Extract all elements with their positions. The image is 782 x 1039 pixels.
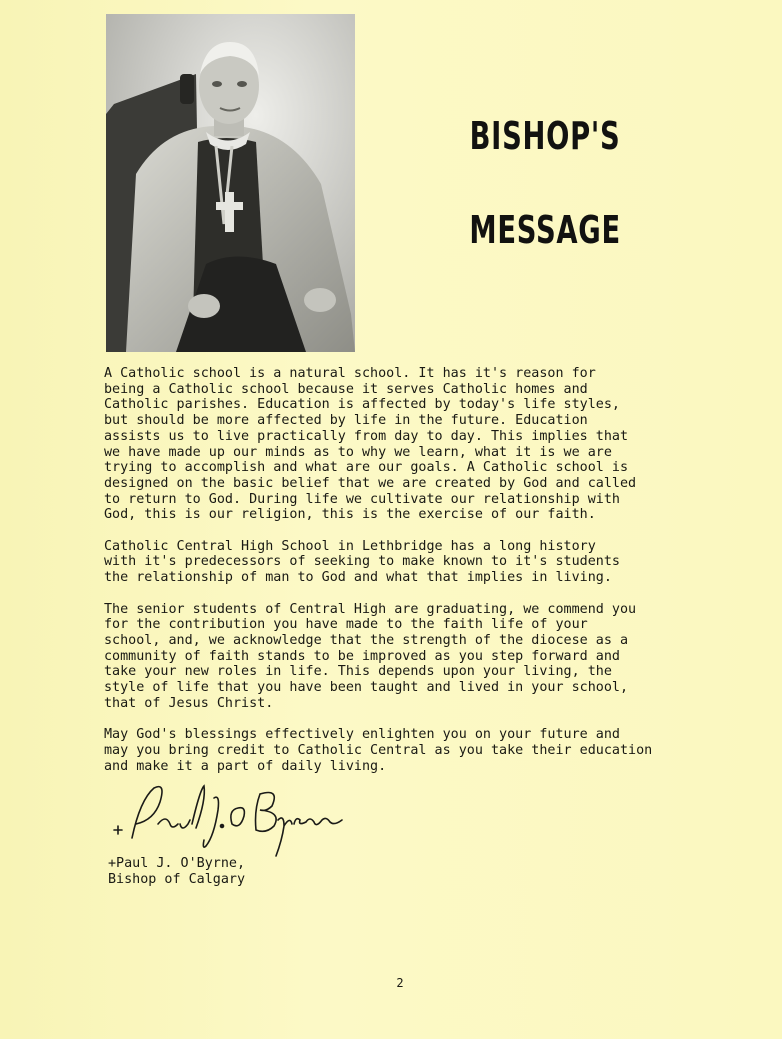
signer-name: +Paul J. O'Byrne, xyxy=(108,856,246,871)
paragraph-4: May God's blessings effectively enlighten you on your future and may you bring credit to Catholic Central as you take their education and make it a part of daily living. xyxy=(104,727,653,774)
paragraph-2: Catholic Central High School in Lethbridge has a long history with it's predecessors of seeking to make known to it's students the relationship of man to God and what that implies in living. xyxy=(104,538,620,586)
signer-block xyxy=(108,856,245,888)
handwritten-signature xyxy=(110,780,360,860)
message-body xyxy=(104,366,664,790)
paragraph-3: The senior students of Central High are graduating, we commend you for the contribution you have made to the faith life of your school, and, we acknowledge that the strength of the diocese as a community of faith stands to be improved as you step forward and take your new roles in life. This depends upon your living, the style of life that you have been taught and lived in your school, that of Jesus Christ. xyxy=(104,601,637,711)
heading-line-2: MESSAGE xyxy=(469,208,621,252)
page-number: 2 xyxy=(396,976,404,990)
signer-title: Bishop of Calgary xyxy=(108,872,246,887)
paragraph-1: A Catholic school is a natural school. It has it's reason for being a Catholic school because it serves Catholic homes and Catholic parishes. Education is affected by today's life styles, but should be more affected by life in the future. Education assists us to live practically from day to day. This implies that we have made up our minds as to why we learn, what it is we are trying to accomplish and what are our goals. A Catholic school is designed on the basic belief that we are created by God and called to return to God. During life we cultivate our relationship with God, this is our religion, this is the exercise of our faith. xyxy=(104,366,637,523)
heading-line-1: BISHOP'S xyxy=(469,114,621,158)
bishop-portrait-photo xyxy=(106,14,355,352)
